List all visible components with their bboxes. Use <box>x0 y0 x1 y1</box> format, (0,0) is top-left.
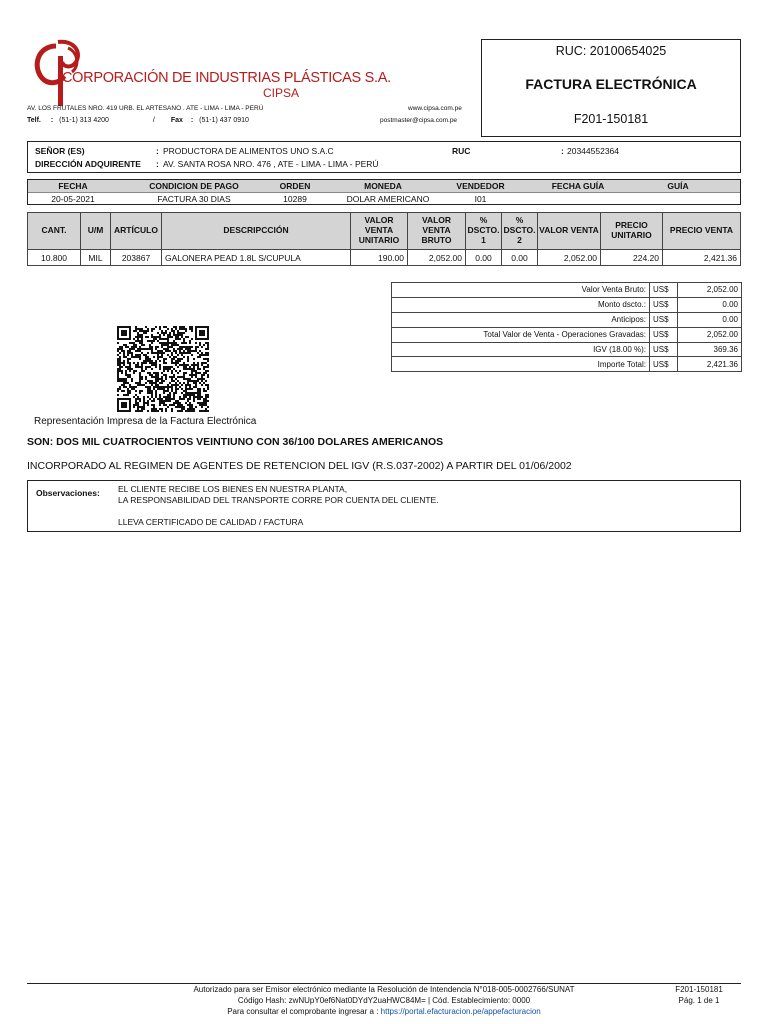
col-valor-venta-unitario: VALOR VENTA UNITARIO <box>351 213 408 250</box>
representation-note: Representación Impresa de la Factura Electrónica <box>34 416 257 427</box>
company-name: CORPORACIÓN DE INDUSTRIAS PLÁSTICAS S.A. <box>62 70 391 86</box>
col-um: U/M <box>81 213 111 250</box>
cell-articulo: 203867 <box>111 250 162 266</box>
table-row <box>28 250 741 266</box>
cell-um: MIL <box>81 250 111 266</box>
footer-consult-link[interactable]: https://portal.efacturacion.pe/appefacturacion <box>380 1007 541 1016</box>
observation-line: LLEVA CERTIFICADO DE CALIDAD / FACTURA <box>118 517 304 527</box>
info-header-guide-date: FECHA GUÍA <box>551 181 605 191</box>
items-header-row <box>28 213 741 250</box>
customer-ruc-label: RUC <box>452 146 471 156</box>
observations-label: Observaciones: <box>36 488 100 498</box>
company-email: postmaster@cipsa.com.pe <box>380 117 458 124</box>
amount-in-words: SON: DOS MIL CUATROCIENTOS VEINTIUNO CON 36/100 DOLARES AMERICANOS <box>27 436 444 448</box>
items-table <box>27 212 741 266</box>
total-row: IGV (18.00 %): US$ 369.36 <box>392 342 742 357</box>
col-valor-venta: VALOR VENTA <box>538 213 601 250</box>
footer-consult-text: Para consultar el comprobante ingresar a : <box>227 1007 379 1016</box>
document-title: FACTURA ELECTRÓNICA <box>525 76 697 92</box>
tel-value: (51-1) 313 4200 <box>59 117 109 124</box>
customer-address-label: DIRECCIÓN ADQUIRENTE <box>35 159 141 169</box>
col-precio-unitario: PRECIO UNITARIO <box>601 213 663 250</box>
fax-label: Fax <box>170 117 183 124</box>
cell-dscto2: 0.00 <box>502 250 538 266</box>
company-website: www.cipsa.com.pe <box>408 105 462 112</box>
col-articulo: ARTÍCULO <box>111 213 162 250</box>
cell-valor-venta: 2,052.00 <box>538 250 601 266</box>
info-header-seller: VENDEDOR <box>456 181 505 191</box>
cell-precio-venta: 2,421.36 <box>663 250 741 266</box>
cell-dscto1: 0.00 <box>466 250 502 266</box>
cell-cant: 10.800 <box>28 250 81 266</box>
col-valor-venta-bruto: VALOR VENTA BRUTO <box>408 213 466 250</box>
total-row: Valor Venta Bruto: US$ 2,052.00 <box>392 283 742 298</box>
col-dscto2: % DSCTO. 2 <box>502 213 538 250</box>
customer-label: SEÑOR (ES) <box>35 146 85 156</box>
info-order: 10289 <box>283 194 307 204</box>
cell-valor-venta-unitario: 190.00 <box>351 250 408 266</box>
totals-table <box>391 282 742 372</box>
col-dscto1: % DSCTO. 1 <box>466 213 502 250</box>
ruc-box <box>481 39 741 137</box>
info-header-date: FECHA <box>58 181 88 191</box>
footer-divider <box>27 983 741 984</box>
observation-line: EL CLIENTE RECIBE LOS BIENES EN NUESTRA PLANTA, <box>118 484 348 494</box>
col-precio-venta: PRECIO VENTA <box>663 213 741 250</box>
cell-valor-venta-bruto: 2,052.00 <box>408 250 466 266</box>
info-seller: I01 <box>474 194 487 204</box>
total-row: Anticipos: US$ 0.00 <box>392 312 742 327</box>
footer-hash: Código Hash: zwNUpY0ef6Nat0DYdY2uaHWC84M= | Cód. Establecimiento: 0000 <box>237 996 531 1005</box>
total-row: Monto dscto.: US$ 0.00 <box>392 297 742 312</box>
observations-box <box>27 480 741 532</box>
fax-value: (51-1) 437 0910 <box>199 117 249 124</box>
info-header-currency: MONEDA <box>364 181 402 191</box>
info-date: 20-05-2021 <box>51 194 95 204</box>
customer-address: AV. SANTA ROSA NRO. 476 , ATE - LIMA - LIMA - PERÚ <box>163 159 379 169</box>
cell-precio-unitario: 224.20 <box>601 250 663 266</box>
total-row: Importe Total: US$ 2,421.36 <box>392 357 742 372</box>
info-header-guide: GUÍA <box>667 181 689 191</box>
qr-code <box>117 326 209 412</box>
footer-page: Pág. 1 de 1 <box>678 996 720 1005</box>
total-row: Total Valor de Venta - Operaciones Gravadas: US$ 2,052.00 <box>392 327 742 342</box>
info-currency: DOLAR AMERICANO <box>346 194 430 204</box>
info-payment: FACTURA 30 DIAS <box>157 194 231 204</box>
issuer-ruc: RUC: 20100654025 <box>555 44 667 58</box>
customer-box: SEÑOR (ES) : PRODUCTORA DE ALIMENTOS UNO S.A.C RUC : 20344552364 DIRECCIÓN ADQUIRENTE : AV. SANTA ROSA NRO. 476 , ATE - LIMA - LIMA - PERÚ <box>27 141 741 173</box>
customer-ruc: 20344552364 <box>567 146 620 156</box>
col-cant: CANT. <box>28 213 81 250</box>
cell-descripcion: GALONERA PEAD 1.8L S/CUPULA <box>162 250 351 266</box>
invoice-info-table <box>27 179 741 205</box>
observation-line: LA RESPONSABILIDAD DEL TRANSPORTE CORRE POR CUENTA DEL CLIENTE. <box>118 495 439 505</box>
company-short-name: CIPSA <box>263 86 300 100</box>
company-phone-row: Telf. : (51-1) 313 4200 / Fax : (51-1) 437 0910 <box>27 117 249 124</box>
footer-consult-row <box>0 1007 768 1016</box>
retention-note: INCORPORADO AL REGIMEN DE AGENTES DE RETENCION DEL IGV (R.S.037-2002) A PARTIR DEL 01/06/2002 <box>27 460 572 472</box>
company-address: AV. LOS FRUTALES NRO. 419 URB. EL ARTESANO . ATE - LIMA - LIMA - PERÚ <box>27 105 264 112</box>
footer-authorization: Autorizado para ser Emisor electrónico mediante la Resolución de Intendencia N°018-005-0002766/SUNAT <box>193 985 575 994</box>
col-descripcion: DESCRIPCCIÓN <box>162 213 351 250</box>
info-header-payment: CONDICION DE PAGO <box>149 181 239 191</box>
tel-label: Telf. <box>27 117 41 124</box>
info-header-order: ORDEN <box>279 181 311 191</box>
customer-name: PRODUCTORA DE ALIMENTOS UNO S.A.C <box>163 146 334 156</box>
invoice-number: F201-150181 <box>573 112 649 126</box>
footer-doc-number: F201-150181 <box>675 985 723 994</box>
